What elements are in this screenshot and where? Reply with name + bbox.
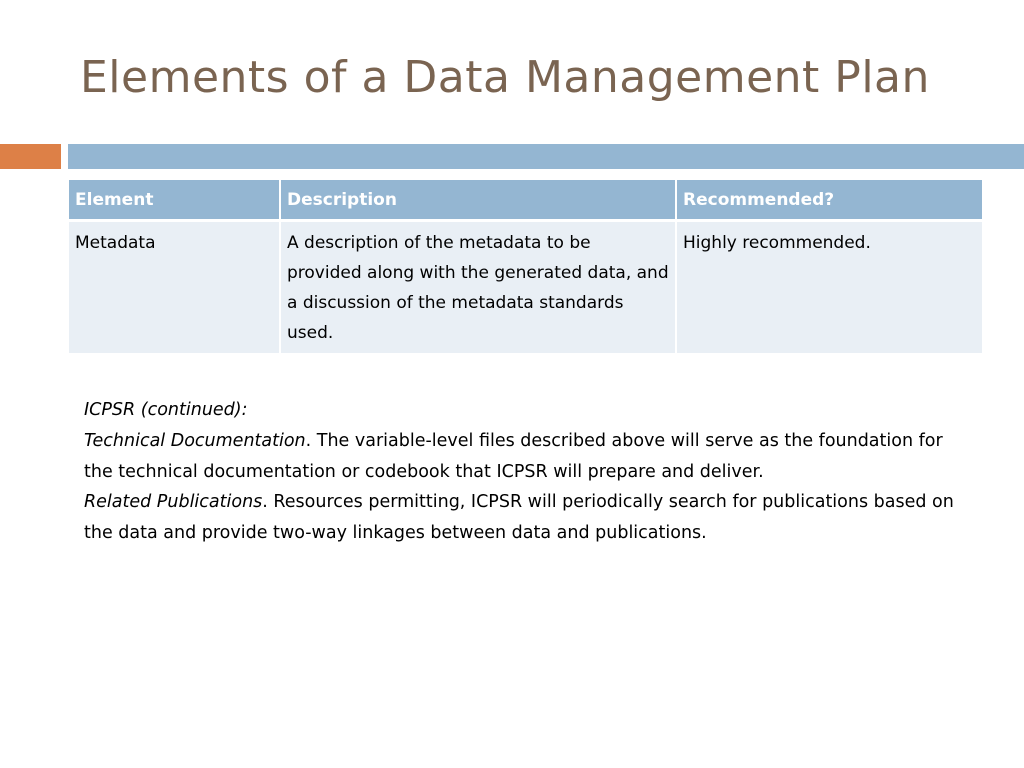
header-recommended: Recommended?	[676, 180, 982, 221]
slide-title: Elements of a Data Management Plan	[80, 52, 930, 103]
cell-element: Metadata	[69, 221, 280, 354]
text-related-publications: . Resources permitting, ICPSR will periodically search for publications based on the data and provide two-way linkages between data and publications.	[84, 492, 954, 544]
elements-table	[69, 180, 982, 353]
intro-line: ICPSR (continued):	[84, 400, 248, 420]
body-text	[84, 395, 964, 549]
paragraph-technical-documentation	[84, 426, 964, 488]
table-header-row	[69, 180, 982, 221]
heading-technical-documentation: Technical Documentation	[84, 430, 306, 451]
header-description: Description	[280, 180, 676, 221]
paragraph-related-publications	[84, 487, 964, 549]
table-row	[69, 221, 982, 354]
cell-recommended: Highly recommended.	[676, 221, 982, 354]
cell-description: A description of the metadata to be provided along with the generated data, and a discussion of the metadata standards used.	[280, 221, 676, 354]
accent-bar-blue	[68, 144, 1024, 169]
heading-related-publications: Related Publications	[84, 492, 263, 513]
accent-bar-orange	[0, 144, 61, 169]
header-element: Element	[69, 180, 280, 221]
text-technical-documentation: . The variable-level files described above will serve as the foundation for the technical documentation or codebook that ICPSR will prepare and deliver.	[84, 430, 943, 482]
